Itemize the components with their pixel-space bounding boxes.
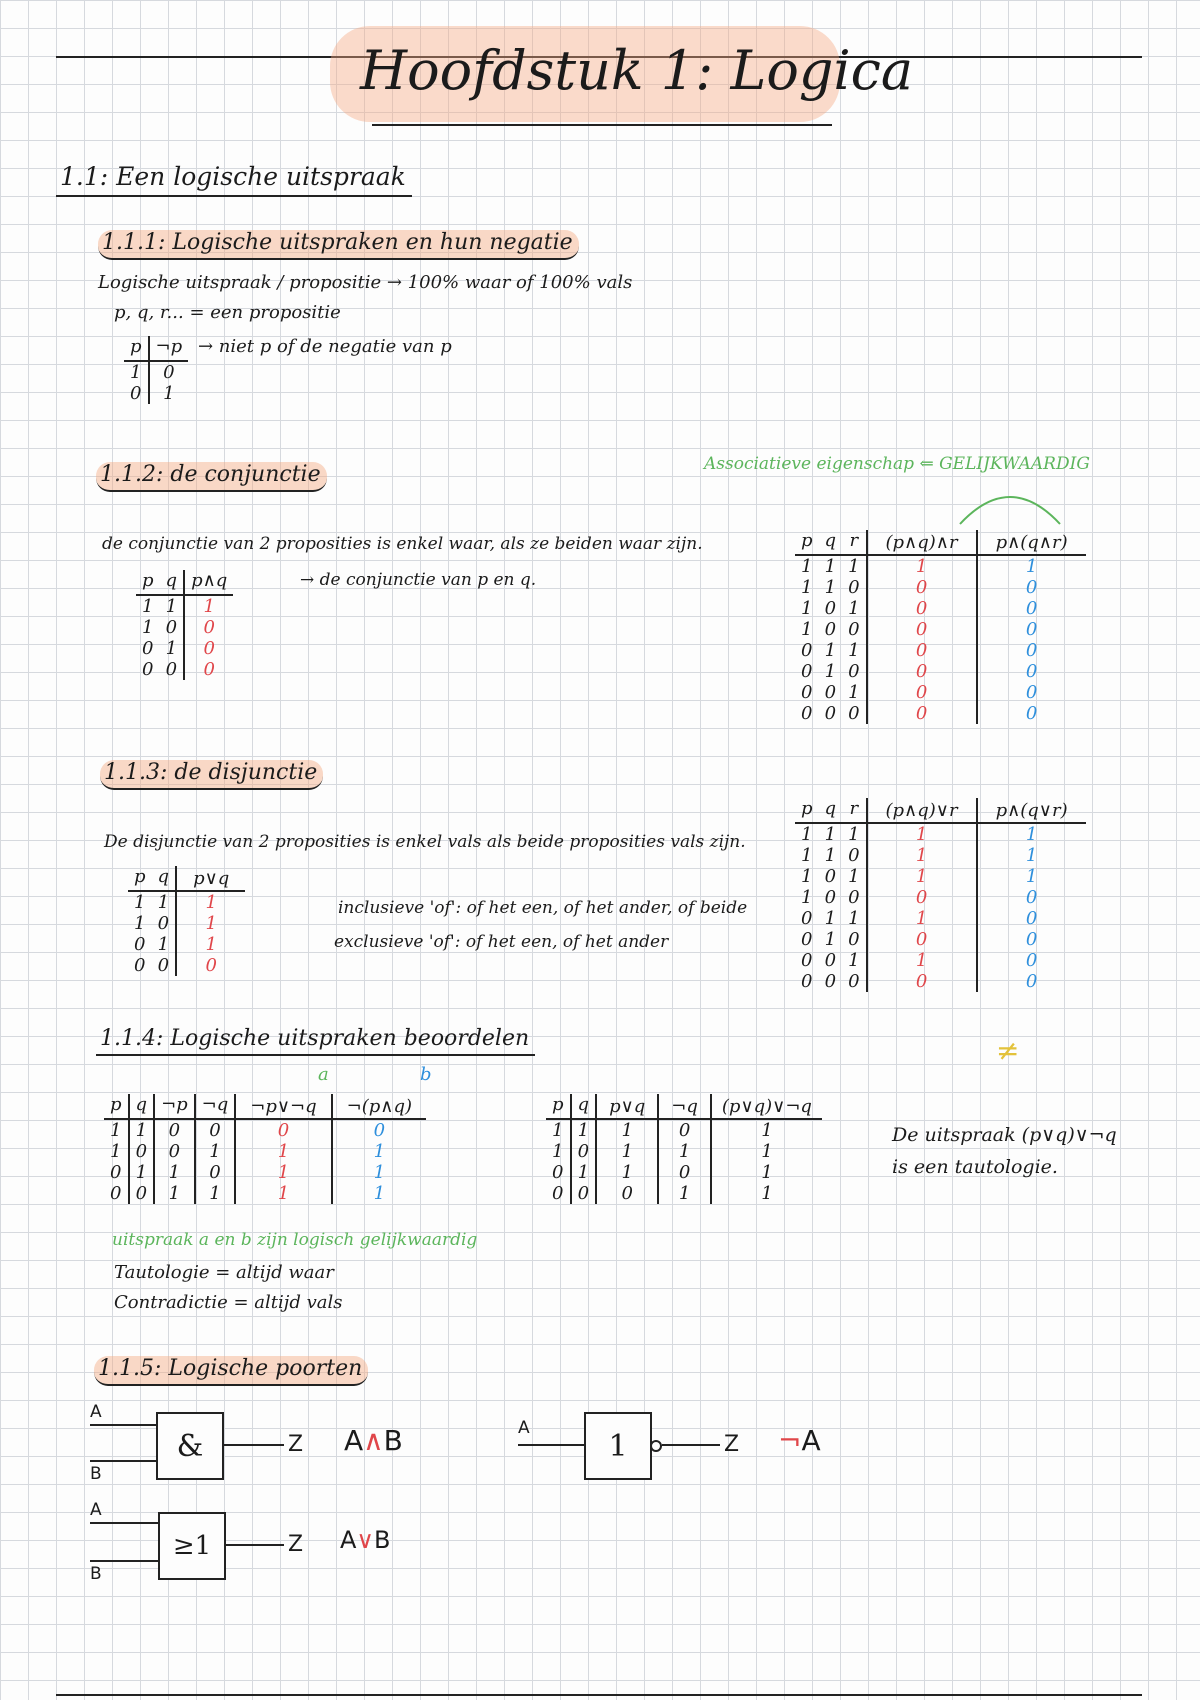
s111-heading: 1.1.1: Logische uitspraken en hun negatie xyxy=(98,230,579,260)
and-expr-a: A xyxy=(344,1424,364,1457)
table-row xyxy=(546,1141,822,1162)
cell: 0 xyxy=(152,913,177,934)
cell: 0 xyxy=(867,703,977,724)
cell: 1 xyxy=(842,908,866,929)
cell: 1 xyxy=(205,892,217,913)
cell: 0 xyxy=(824,682,837,703)
evaluation-table-1 xyxy=(104,1094,426,1204)
cell: 1 xyxy=(842,823,866,845)
cell: 0 xyxy=(801,661,813,682)
not-gate: 1 xyxy=(584,1412,652,1480)
table-row xyxy=(124,361,188,383)
cell: 0 xyxy=(124,383,149,404)
cell: 1 xyxy=(546,1141,571,1162)
cell: 1 xyxy=(824,640,837,661)
cell: 1 xyxy=(867,950,977,971)
cell: 1 xyxy=(658,1141,711,1162)
or-input-b-wire xyxy=(90,1560,158,1562)
and-h-left: (p∧q)∧r xyxy=(867,530,977,555)
cell: 1 xyxy=(134,913,146,934)
cell: 0 xyxy=(658,1119,711,1141)
evaluation-table-2 xyxy=(546,1094,822,1204)
table-row xyxy=(795,929,1086,950)
cell: 0 xyxy=(867,577,977,598)
cell: 1 xyxy=(1025,866,1038,887)
cell: 1 xyxy=(163,383,175,404)
cell: 0 xyxy=(824,971,837,992)
cell: 0 xyxy=(801,950,813,971)
ev2-h-notq: ¬q xyxy=(658,1094,711,1119)
table-row xyxy=(795,971,1086,992)
cell: 1 xyxy=(801,887,813,908)
cell: 0 xyxy=(142,638,154,659)
cell: 1 xyxy=(129,1162,155,1183)
s113-text: De disjunctie van 2 proposities is enkel vals als beide proposities vals zijn. xyxy=(104,832,746,852)
cell: 0 xyxy=(596,1183,658,1204)
not-expr-op: ¬ xyxy=(778,1424,802,1457)
cell: 0 xyxy=(842,619,866,640)
cell: 0 xyxy=(1025,661,1038,682)
ev1-h-notp: ¬p xyxy=(154,1094,195,1119)
inclusive-or-note: inclusieve 'of': of het een, of het ander, of beide xyxy=(338,898,748,918)
assoc-and-table xyxy=(795,530,1086,724)
cell: 1 xyxy=(801,577,813,598)
s111-line2: p, q, r... = een propositie xyxy=(114,302,341,323)
and-input-b-wire xyxy=(90,1460,156,1462)
contradiction-definition: Contradictie = altijd vals xyxy=(114,1292,343,1313)
label-a: a xyxy=(318,1064,329,1085)
cell: 1 xyxy=(373,1162,386,1183)
cell: 1 xyxy=(761,1183,773,1204)
cell: 1 xyxy=(761,1141,773,1162)
negation-table xyxy=(124,336,188,404)
conj-header-q: q xyxy=(160,570,185,595)
cell: 0 xyxy=(104,1162,129,1183)
cell: 1 xyxy=(842,640,866,661)
table-row xyxy=(795,640,1086,661)
cell: 1 xyxy=(1025,556,1038,577)
and-expr-op: ∧ xyxy=(363,1424,384,1457)
cell: 0 xyxy=(867,661,977,682)
cell: 0 xyxy=(129,1141,155,1162)
and-output-label: Z xyxy=(288,1432,304,1457)
cell: 0 xyxy=(134,955,146,976)
cell: 1 xyxy=(824,556,837,577)
cell: 1 xyxy=(152,934,177,955)
cell: 1 xyxy=(596,1162,658,1183)
cell: 1 xyxy=(124,361,149,383)
table-row xyxy=(795,845,1086,866)
cell: 0 xyxy=(867,887,977,908)
cell: 1 xyxy=(195,1141,236,1162)
table-row xyxy=(546,1183,822,1204)
s112-heading: 1.1.2: de conjunctie xyxy=(96,462,327,492)
cell: 0 xyxy=(824,703,837,724)
cell: 1 xyxy=(152,891,177,913)
cell: 0 xyxy=(1025,682,1038,703)
cell: 1 xyxy=(1025,845,1038,866)
table-row xyxy=(128,891,245,913)
cell: 0 xyxy=(1025,908,1038,929)
cell: 1 xyxy=(867,908,977,929)
cell: 0 xyxy=(867,619,977,640)
and-h-q: q xyxy=(819,530,843,555)
cell: 1 xyxy=(842,555,866,577)
tautology-definition: Tautologie = altijd waar xyxy=(114,1262,334,1283)
not-input-a-label: A xyxy=(518,1418,530,1438)
exclusive-or-note: exclusieve 'of': of het een, of het ander xyxy=(334,932,669,952)
not-output-wire xyxy=(662,1444,720,1446)
or-h-p: p xyxy=(795,798,819,823)
cell: 1 xyxy=(824,908,837,929)
cell: 1 xyxy=(104,1141,129,1162)
cell: 1 xyxy=(373,1183,386,1204)
conj-header-pq: p∧q xyxy=(184,570,233,595)
or-h-right: p∧(q∨r) xyxy=(977,798,1086,823)
cell: 0 xyxy=(373,1120,386,1141)
and-expression xyxy=(344,1424,403,1457)
cell: 0 xyxy=(1025,577,1038,598)
disj-header-q: q xyxy=(152,866,177,891)
cell: 1 xyxy=(235,1183,331,1204)
table-row xyxy=(795,887,1086,908)
table-row xyxy=(546,1119,822,1141)
and-h-right: p∧(q∧r) xyxy=(977,530,1086,555)
ev2-h-p: p xyxy=(546,1094,571,1119)
cell: 1 xyxy=(842,682,866,703)
and-expr-b: B xyxy=(383,1424,403,1457)
table-row xyxy=(128,934,245,955)
cell: 1 xyxy=(842,866,866,887)
cell: 0 xyxy=(824,866,837,887)
cell: 1 xyxy=(142,617,154,638)
and-h-r: r xyxy=(842,530,866,555)
cell: 1 xyxy=(134,892,146,913)
table-row xyxy=(124,383,188,404)
cell: 0 xyxy=(801,929,813,950)
or-input-b-label: B xyxy=(90,1564,102,1584)
cell: 1 xyxy=(104,1119,129,1141)
ev2-h-q: q xyxy=(571,1094,597,1119)
cell: 1 xyxy=(142,596,154,617)
table-row xyxy=(546,1162,822,1183)
cell: 1 xyxy=(824,661,837,682)
cell: 1 xyxy=(546,1119,571,1141)
table-row xyxy=(136,638,233,659)
cell: 1 xyxy=(203,596,215,617)
cell: 1 xyxy=(842,598,866,619)
cell: 1 xyxy=(867,866,977,887)
cell: 0 xyxy=(160,659,185,680)
and-output-wire xyxy=(222,1444,284,1446)
cell: 0 xyxy=(571,1141,597,1162)
and-input-a-label: A xyxy=(90,1402,102,1422)
cell: 1 xyxy=(867,823,977,845)
cell: 1 xyxy=(824,929,837,950)
cell: 0 xyxy=(154,1141,195,1162)
cell: 1 xyxy=(154,1183,195,1204)
cell: 0 xyxy=(867,640,977,661)
cell: 0 xyxy=(1025,619,1038,640)
cell: 0 xyxy=(867,929,977,950)
conjunction-table xyxy=(136,570,233,680)
cell: 1 xyxy=(824,577,837,598)
cell: 1 xyxy=(373,1141,386,1162)
cell: 1 xyxy=(801,866,813,887)
cell: 0 xyxy=(842,703,866,724)
cell: 1 xyxy=(867,555,977,577)
or-gate: ≥1 xyxy=(158,1512,226,1580)
not-input-wire xyxy=(518,1444,584,1446)
table-row xyxy=(104,1183,426,1204)
table-row xyxy=(795,661,1086,682)
conj-header-p: p xyxy=(136,570,160,595)
conjunction-note: → de conjunctie van p en q. xyxy=(300,570,537,590)
table-row xyxy=(795,598,1086,619)
table-row xyxy=(795,703,1086,724)
cell: 1 xyxy=(801,619,813,640)
cell: 0 xyxy=(801,971,813,992)
table-row xyxy=(104,1141,426,1162)
section-heading: 1.1: Een logische uitspraak xyxy=(56,162,412,197)
cell: 0 xyxy=(163,362,175,383)
cell: 0 xyxy=(801,703,813,724)
disj-header-p: p xyxy=(128,866,152,891)
tautology-conclusion-1: De uitspraak (p∨q)∨¬q xyxy=(892,1124,1117,1146)
or-input-a-label: A xyxy=(90,1500,102,1520)
cell: 0 xyxy=(824,598,837,619)
ev1-h-q: q xyxy=(129,1094,155,1119)
negation-note: → niet p of de negatie van p xyxy=(198,336,452,357)
cell: 1 xyxy=(658,1183,711,1204)
or-h-left: (p∧q)∨r xyxy=(867,798,977,823)
ev1-h-a: ¬p∨¬q xyxy=(235,1094,331,1119)
cell: 1 xyxy=(160,595,185,617)
cell: 0 xyxy=(801,908,813,929)
cell: 1 xyxy=(205,913,217,934)
neg-header-notp: ¬p xyxy=(149,336,189,361)
table-row xyxy=(795,950,1086,971)
cell: 1 xyxy=(801,556,813,577)
cell: 0 xyxy=(842,929,866,950)
table-row xyxy=(795,555,1086,577)
cell: 0 xyxy=(154,1119,195,1141)
cell: 0 xyxy=(658,1162,711,1183)
table-row xyxy=(795,619,1086,640)
cell: 0 xyxy=(842,845,866,866)
cell: 1 xyxy=(801,824,813,845)
table-row xyxy=(104,1162,426,1183)
cell: 0 xyxy=(152,955,177,976)
title-underline xyxy=(372,124,832,126)
cell: 0 xyxy=(1025,703,1038,724)
table-row xyxy=(128,955,245,976)
not-equal-mark: ≠ xyxy=(996,1034,1020,1067)
or-expr-a: A xyxy=(340,1526,357,1554)
cell: 0 xyxy=(205,955,217,976)
cell: 0 xyxy=(842,661,866,682)
ev2-h-result: (p∨q)∨¬q xyxy=(711,1094,822,1119)
cell: 0 xyxy=(134,934,146,955)
cell: 0 xyxy=(129,1183,155,1204)
assoc-or-table xyxy=(795,798,1086,992)
cell: 0 xyxy=(801,682,813,703)
not-bubble xyxy=(650,1440,662,1452)
or-h-r: r xyxy=(842,798,866,823)
or-expr-op: ∨ xyxy=(356,1526,374,1554)
s113-heading: 1.1.3: de disjunctie xyxy=(100,760,323,790)
table-row xyxy=(795,823,1086,845)
cell: 0 xyxy=(824,887,837,908)
cell: 1 xyxy=(842,950,866,971)
cell: 0 xyxy=(1025,640,1038,661)
cell: 0 xyxy=(203,638,215,659)
cell: 0 xyxy=(867,682,977,703)
and-h-p: p xyxy=(795,530,819,555)
cell: 0 xyxy=(203,617,215,638)
cell: 0 xyxy=(824,619,837,640)
ev1-h-b: ¬(p∧q) xyxy=(332,1094,426,1119)
table-row xyxy=(104,1119,426,1141)
cell: 0 xyxy=(195,1162,236,1183)
cell: 1 xyxy=(1025,824,1038,845)
s114-heading: 1.1.4: Logische uitspraken beoordelen xyxy=(96,1026,535,1056)
cell: 1 xyxy=(801,845,813,866)
cell: 1 xyxy=(596,1119,658,1141)
cell: 1 xyxy=(824,824,837,845)
tautology-conclusion-2: is een tautologie. xyxy=(892,1156,1058,1178)
or-h-q: q xyxy=(819,798,843,823)
cell: 0 xyxy=(867,971,977,992)
s115-heading: 1.1.5: Logische poorten xyxy=(94,1356,368,1386)
cell: 1 xyxy=(195,1183,236,1204)
cell: 0 xyxy=(104,1183,129,1204)
cell: 1 xyxy=(824,845,837,866)
cell: 0 xyxy=(195,1119,236,1141)
assoc-arc xyxy=(950,480,1080,526)
or-output-wire xyxy=(224,1544,284,1546)
disjunction-table xyxy=(128,866,245,976)
not-output-label: Z xyxy=(724,1432,740,1457)
or-output-label: Z xyxy=(288,1532,304,1557)
and-input-a-wire xyxy=(90,1424,156,1426)
ev1-h-p: p xyxy=(104,1094,129,1119)
table-row xyxy=(136,617,233,638)
page-title: Hoofdstuk 1: Logica xyxy=(360,39,914,102)
table-row xyxy=(136,659,233,680)
cell: 1 xyxy=(571,1162,597,1183)
cell: 0 xyxy=(1025,950,1038,971)
table-row xyxy=(795,682,1086,703)
cell: 0 xyxy=(571,1183,597,1204)
cell: 0 xyxy=(842,971,866,992)
table-row xyxy=(795,577,1086,598)
neg-header-p: p xyxy=(124,336,149,361)
bottom-rule xyxy=(56,1694,1142,1696)
cell: 1 xyxy=(160,638,185,659)
s112-text: de conjunctie van 2 proposities is enkel waar, als ze beiden waar zijn. xyxy=(102,534,703,554)
ev2-h-pq: p∨q xyxy=(596,1094,658,1119)
cell: 0 xyxy=(801,640,813,661)
cell: 0 xyxy=(160,617,185,638)
cell: 0 xyxy=(867,598,977,619)
cell: 1 xyxy=(867,845,977,866)
cell: 1 xyxy=(205,934,217,955)
cell: 1 xyxy=(235,1141,331,1162)
cell: 0 xyxy=(235,1119,331,1141)
cell: 0 xyxy=(824,950,837,971)
cell: 0 xyxy=(1025,887,1038,908)
cell: 1 xyxy=(154,1162,195,1183)
table-row xyxy=(136,595,233,617)
cell: 1 xyxy=(801,598,813,619)
cell: 0 xyxy=(546,1183,571,1204)
cell: 1 xyxy=(571,1119,597,1141)
s111-line1: Logische uitspraak / propositie → 100% waar of 100% vals xyxy=(98,272,633,293)
table-row xyxy=(795,866,1086,887)
cell: 0 xyxy=(203,659,215,680)
or-expression xyxy=(340,1526,390,1554)
assoc-label: Associatieve eigenschap ⇐ GELIJKWAARDIG xyxy=(704,454,1090,474)
table-row xyxy=(128,913,245,934)
and-gate: & xyxy=(156,1412,224,1480)
table-row xyxy=(795,908,1086,929)
cell: 1 xyxy=(761,1120,773,1141)
cell: 0 xyxy=(546,1162,571,1183)
and-input-b-label: B xyxy=(90,1464,102,1484)
disj-header-pq: p∨q xyxy=(176,866,245,891)
label-b: b xyxy=(420,1064,432,1085)
cell: 1 xyxy=(235,1162,331,1183)
not-expression xyxy=(778,1424,821,1457)
cell: 1 xyxy=(761,1162,773,1183)
cell: 0 xyxy=(1025,929,1038,950)
not-expr-a: A xyxy=(801,1424,821,1457)
cell: 0 xyxy=(842,577,866,598)
cell: 1 xyxy=(129,1119,155,1141)
cell: 0 xyxy=(1025,971,1038,992)
cell: 1 xyxy=(596,1141,658,1162)
equivalence-note: uitspraak a en b zijn logisch gelijkwaardig xyxy=(112,1230,478,1250)
ev1-h-notq: ¬q xyxy=(195,1094,236,1119)
cell: 0 xyxy=(1025,598,1038,619)
or-expr-b: B xyxy=(374,1526,391,1554)
or-input-a-wire xyxy=(90,1522,158,1524)
cell: 0 xyxy=(842,887,866,908)
cell: 0 xyxy=(142,659,154,680)
